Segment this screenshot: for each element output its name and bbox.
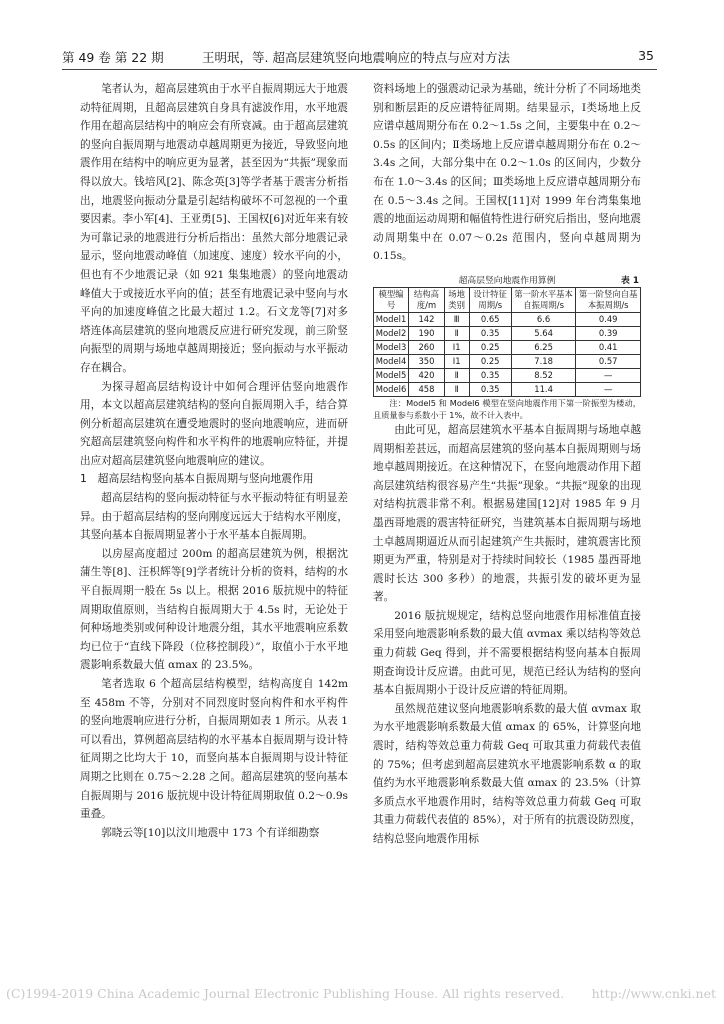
table-cell: 6.25 [511,340,576,354]
paragraph: 超高层结构的竖向振动特征与水平振动特征有明显差异。由于超高层结构的竖向刚度远远大于结构水平刚度，其竖向基本自振周期显著小于水平基本自振周期。 [80,492,348,542]
table-caption [373,272,641,286]
table-row [374,382,641,396]
journal-issue: 第 49 卷 第 22 期 [62,50,164,65]
table-cell: 0.35 [469,368,511,382]
table-cell: Model1 [374,312,409,326]
paragraph: 2016 版抗规规定，结构总竖向地震作用标准值直接采用竖向地震影响系数的最大值 αvmax 乘以结构等效总重力荷载 Geq 得到，并不需要根据结构竖向基本自振周期查询设计反应谱。由此可见，规范已经认为结构的竖向基本自振周期小于设计反应谱的特征周期。 [373,609,641,697]
footer-link[interactable]: http://www.cnki.net [591,986,716,1001]
table-cell: 350 [409,354,445,368]
paragraph: 以房屋高度超过 200m 的超高层建筑为例，根据沈蒲生等[8]、汪枳辉等[9]学者统计分析的资料，结构的水平自振周期一般在 5s 以上。根据 2016 版抗规中的特征周期取值原则，当结构自振周期大于 4.5s 时，无论处于何种场地类别或何种设计地震分组，其水平地震响应系数均已位于“直线下降段（位移控制段）”，取值小于水平地震影响系数最大值 αmax 的 23.5%。 [80,547,348,672]
table-cell: 0.35 [469,326,511,340]
table-header-cell: 模型编号 [374,287,409,312]
header-rule [62,69,657,70]
table-cell: Ⅱ [444,326,469,340]
table-header-cell: 第一阶竖向自基本振周期/s [576,287,641,312]
table-header-cell: 结构高度/m [409,287,445,312]
paragraph: 资料场地上的强震动记录为基础，统计分析了不同场地类别和断层距的反应谱特征周期。结果显示，Ⅰ类场地上反应谱卓越周期分布在 0.2～1.5s 之间，主要集中在 0.2～0.5s 的区间内；Ⅱ类场地上反应谱卓越周期分布在 0.2～3.4s 之间，大部分集中在 0.2～1.0s 的区间内，少数分布在 1.0～3.4s 的区间；Ⅲ类场地上反应谱卓越周期分布在 0.5～3.4s 之间。王国权[11]对 1999 年台湾集集地震的地面运动周期和幅值特性进行研究后指出，竖向地震动周期集中在 0.07～0.2s 范围内，竖向卓越周期为 0.15s。 [373,83,641,263]
paragraph: 虽然规范建议竖向地震影响系数的最大值 αvmax 取为水平地震影响系数最大值 αmax 的 65%，计算竖向地震时，结构等效总重力荷载 Geq 可取其重力荷载代表值的 75%；但考虑到超高层建筑水平地震影响系数 α 的取值约为水平地震影响系数最大值 αmax 的 23.5%（计算多质点水平地震作用时，结构等效总重力荷载 Geq 可取其重力荷载代表值的 85%），对于所有的抗震设防烈度，结构总竖向地震作用标 [373,702,641,845]
table-note: 注：Model5 和 Model6 模型在竖向地震作用下第一阶振型为楼动，且质量参与系数小于 1%，故不计入表中。 [373,397,641,420]
table-row [374,368,641,382]
table-cell: 0.25 [469,354,511,368]
table-cell: 260 [409,340,445,354]
paragraph: 郭晓云等[10]以汶川地震中 173 个有详细勘察 [101,826,320,839]
table-cell: Model5 [374,368,409,382]
table-cell: Ⅱ [444,368,469,382]
section-heading: 1 超高层结构竖向基本自振周期与竖向地震作用 [80,472,314,486]
table-cell: 458 [409,382,445,396]
table-row [374,312,641,326]
table-number: 表 1 [621,275,639,286]
table-cell: 7.18 [511,354,576,368]
table-header-cell: 设计特征周期/s [469,287,511,312]
table-cell: 6.6 [511,312,576,326]
table-cell: Model6 [374,382,409,396]
table-cell: 0.49 [576,312,641,326]
table-header-cell: 第一阶水平基本自振周期/s [511,287,576,312]
table-cell: Ⅲ [444,312,469,326]
table-cell: Ⅰ1 [444,354,469,368]
table-row [374,326,641,340]
left-column [80,80,348,842]
table-cell: Model3 [374,340,409,354]
table-cell: Ⅰ1 [444,340,469,354]
page-number: 35 [638,48,654,63]
table-cell: Ⅱ [444,382,469,396]
table-cell: — [576,368,641,382]
copyright-notice: (C)1994-2019 China Academic Journal Electronic Publishing House. All rights reserved. [6,986,565,1001]
paragraph: 为探寻超高层结构设计中如何合理评估竖向地震作用，本文以超高层建筑结构的竖向自振周期入手，结合算例分析超高层建筑在遭受地震时的竖向地震响应，进而研究超高层建筑竖向构件和水平构件的地震响应特征，并提出应对超高层建筑竖向地震响应的建议。 [80,380,348,467]
table-cell: — [576,382,641,396]
table-cell: 0.39 [576,326,641,340]
paragraph: 笔者认为，超高层建筑由于水平自振周期远大于地震动特征周期，且超高层建筑自身具有滤波作用，水平地震作用在超高层结构中的响应会有所衰减。由于超高层建筑的竖向自振周期与地震动卓越周期更为接近，导致竖向地震作用在结构中的响应更为显著，甚至因为“共振”现象而得以放大。钱培风[2]、陈念英[3]等学者基于震害分析指出，地震竖向振动分量是引起结构破坏不可忽视的一个重要因素。李小军[4]、王亚勇[5]、王国权[6]对近年来有较为可靠记录的地震进行分析后指出：虽然大部分地震记录显示，竖向地震动峰值（加速度、速度）较水平向的小，但也有不少地震记录（如 921 集集地震）的竖向地震动峰值大于或接近水平向的值；甚至有地震记录中竖向与水平向的加速度峰值之比最大超过 1.2。石文龙等[7]对多塔连体高层建筑的竖向地震反应进行研究发现，前三阶竖向振型的周期与场地卓越周期接近；竖向振动与水平振动存在耦合。 [80,83,348,374]
table-row [374,340,641,354]
table-1 [373,287,641,397]
table-title: 超高层竖向地震作用算例 [458,275,556,286]
table-cell: 420 [409,368,445,382]
table-cell: Model4 [374,354,409,368]
watermark-footer [0,986,724,1004]
table-cell: 11.4 [511,382,576,396]
paragraph: 笔者选取 6 个超高层结构模型，结构高度自 142m 至 458m 不等，分别对不同烈度时竖向构件和水平构件的竖向地震响应进行分析，自振周期如表 1 所示。从表 1 可以看出，算例超高层结构的水平基本自振周期与设计特征周期之比均大于 10，而竖向基本自振周期与设计特征周期之比则在 0.75～2.28 之间。超高层建筑的竖向基本自振周期与 2016 版抗规中设计特征周期取值 0.2～0.9s 重叠。 [80,678,348,821]
running-header [62,46,654,68]
table-cell: 190 [409,326,445,340]
paragraph: 由此可见，超高层建筑水平基本自振周期与场地卓越周期相差甚远，而超高层建筑的竖向基本自振周期则与场地卓越周期接近。在这种情况下，在竖向地震动作用下超高层建筑结构很容易产生“共振”现象。“共振”现象的出现对结构抗震非常不利。根据易建国[12]对 1985 年 9 月墨西哥地震的震害特征研究，当建筑基本自振周期与场地土卓越周期逼近从而引起建筑产生共振时，建筑震害比预期更为严重，特别是对于持续时间较长（1985 墨西哥地震时长达 300 多秒）的地震，共振引发的破坏更为显著。 [373,423,641,604]
table-cell: 0.35 [469,382,511,396]
table-cell: 0.41 [576,340,641,354]
table-header-row [374,287,641,312]
table-cell: Model2 [374,326,409,340]
table-row [374,354,641,368]
table-header-cell: 场地类别 [444,287,469,312]
right-column [373,80,641,849]
table-cell: 142 [409,312,445,326]
table-cell: 8.52 [511,368,576,382]
running-title: 王明珉，等. 超高层建筑竖向地震响应的特点与应对方法 [202,50,510,65]
table-cell: 0.57 [576,354,641,368]
table-cell: 5.64 [511,326,576,340]
table-cell: 0.25 [469,340,511,354]
table-cell: 0.65 [469,312,511,326]
